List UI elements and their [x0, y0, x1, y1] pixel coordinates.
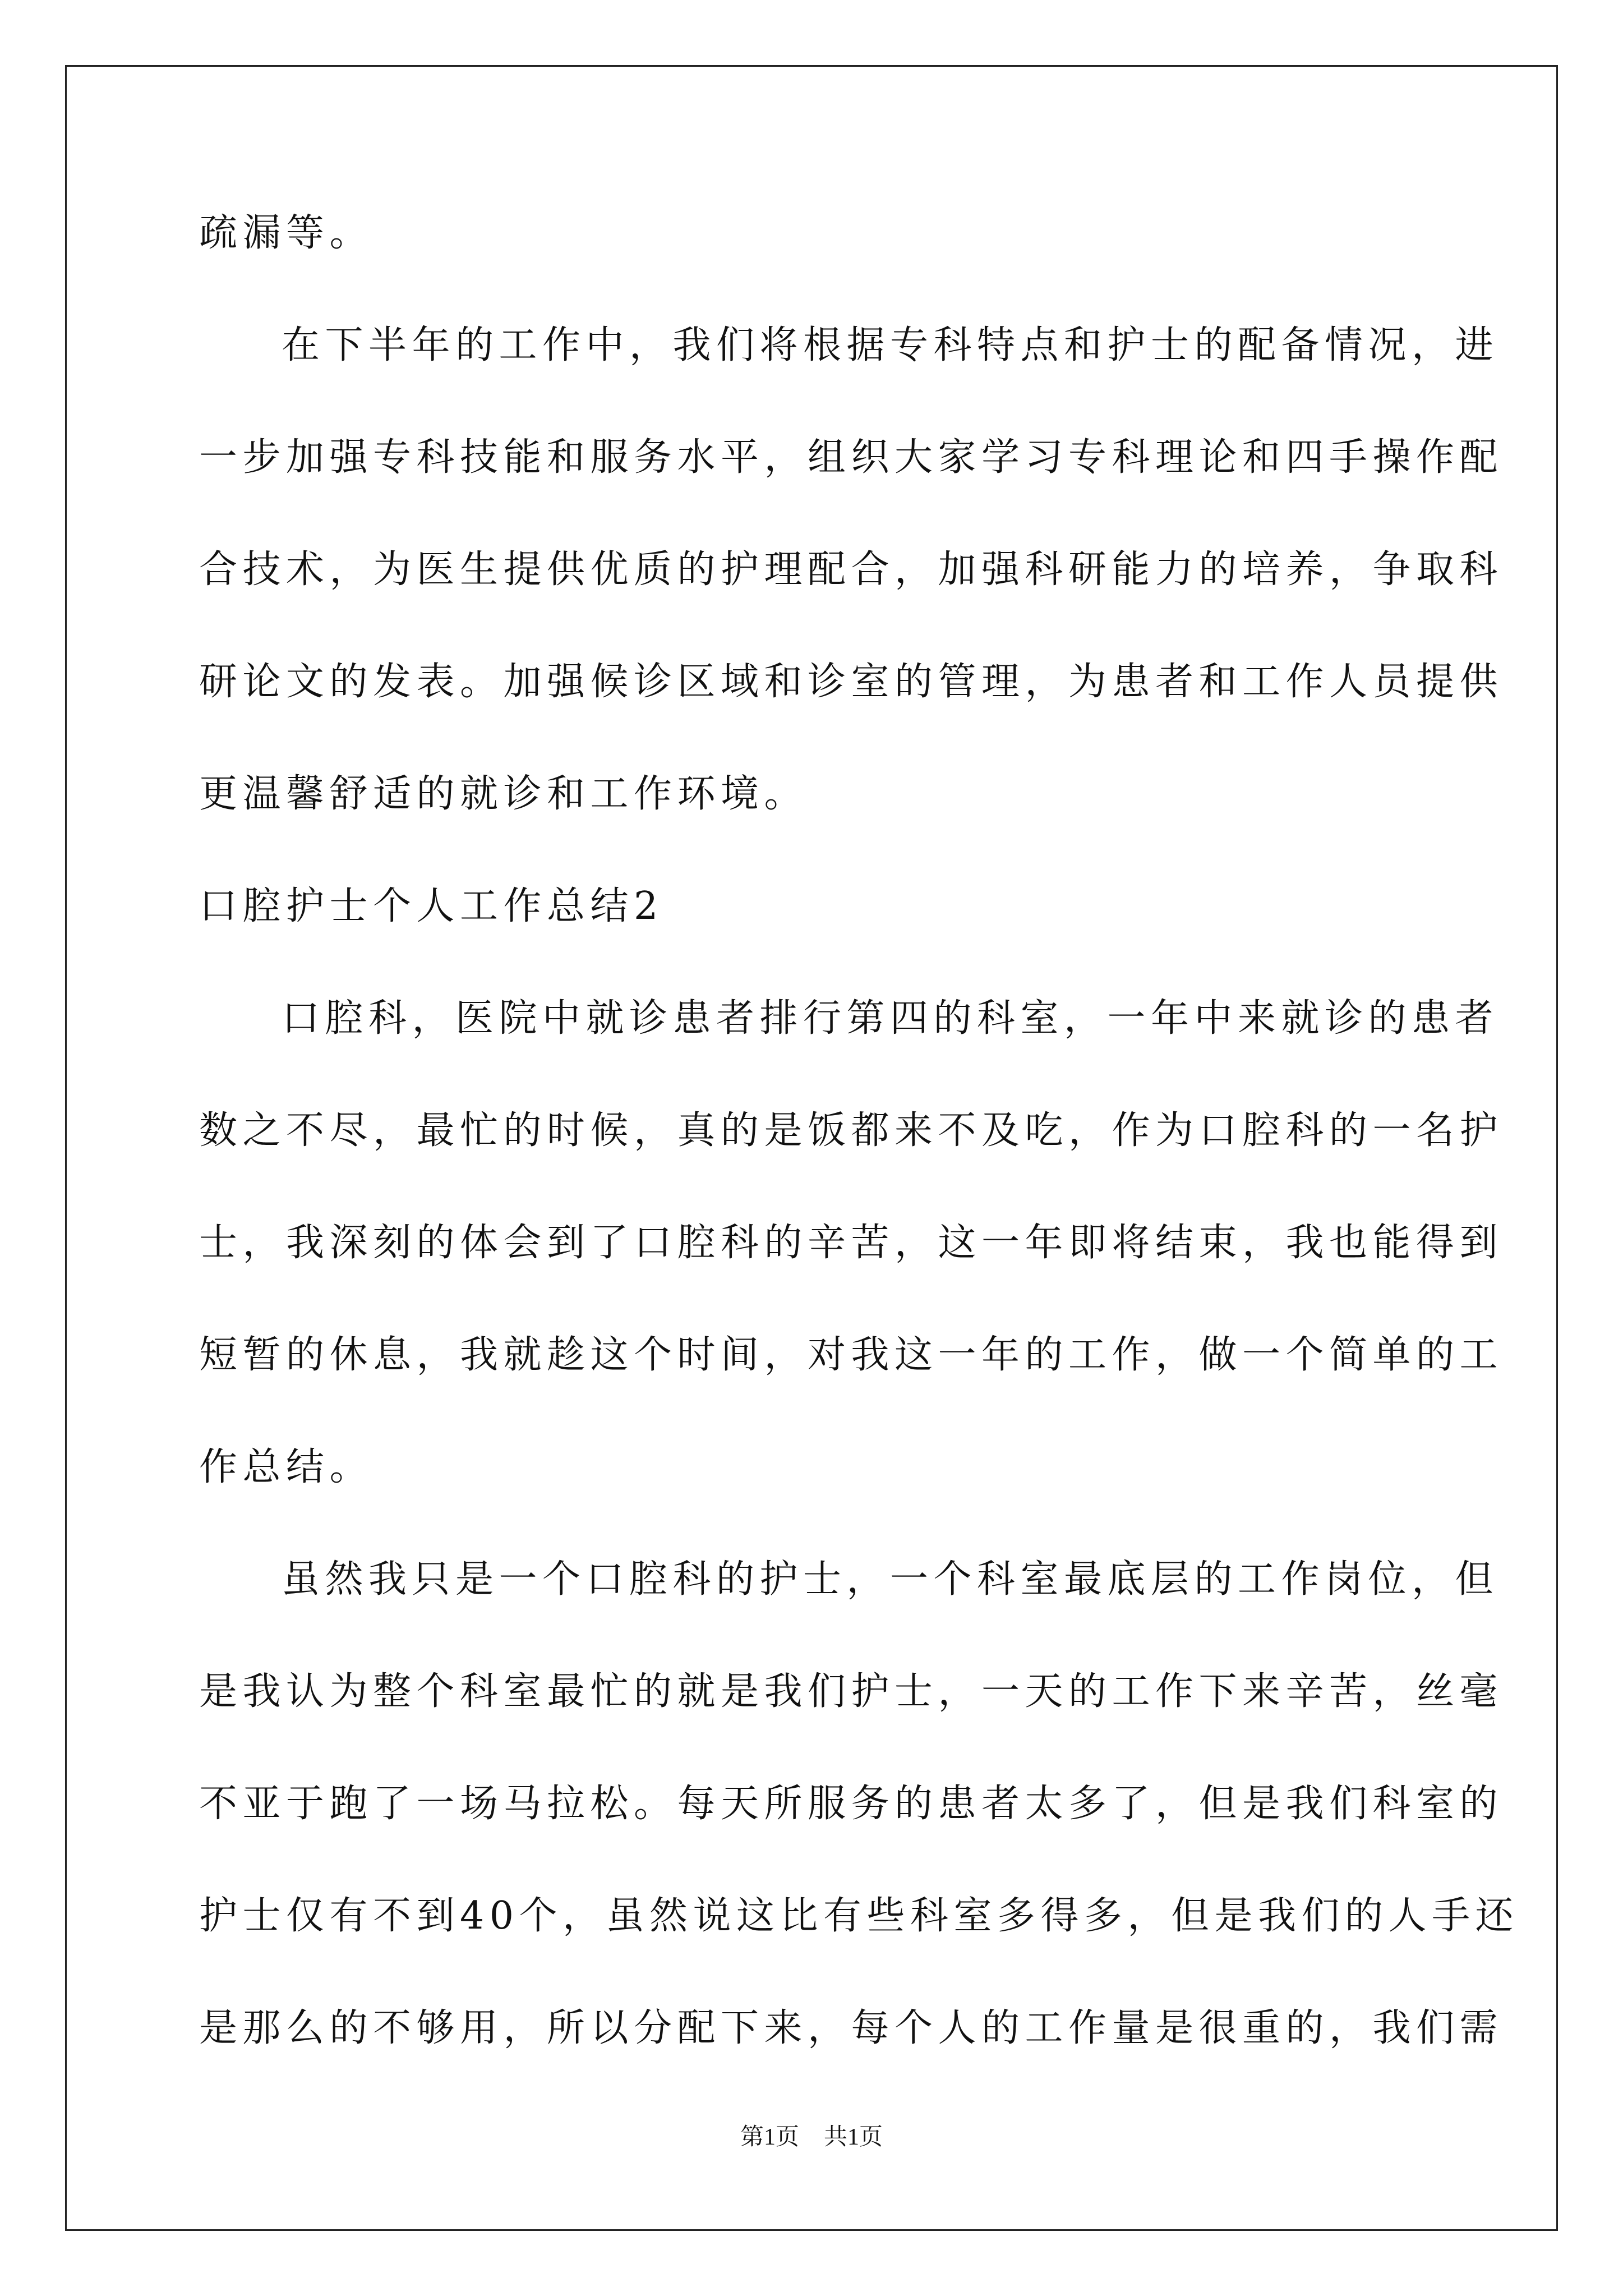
page-footer: [0, 2120, 1623, 2154]
text-line: 是那么的不够用，所以分配下来，每个人的工作量是很重的，我们需: [199, 2006, 1504, 2050]
text-line: 在下半年的工作中，我们将根据专科特点和护士的配备情况，进: [282, 323, 1499, 367]
page-number-total: 共1页: [824, 2124, 883, 2150]
text-line: 短暂的休息，我就趁这个时间，对我这一年的工作，做一个简单的工: [199, 1333, 1504, 1377]
text-line: 一步加强专科技能和服务水平，组织大家学习专科理论和四手操作配: [199, 435, 1504, 480]
text-line: 合技术，为医生提供优质的护理配合，加强科研能力的培养，争取科: [199, 547, 1504, 592]
text-line: 数之不尽，最忙的时候，真的是饭都来不及吃，作为口腔科的一名护: [199, 1108, 1504, 1153]
text-line: 疏漏等。: [199, 211, 374, 255]
page-number-current: 第1页: [740, 2124, 799, 2150]
text-line: 研论文的发表。加强候诊区域和诊室的管理，为患者和工作人员提供: [199, 660, 1504, 704]
text-line: 护士仅有不到40个，虽然说这比有些科室多得多，但是我们的人手还: [199, 1894, 1519, 1938]
text-line: 士，我深刻的体会到了口腔科的辛苦，这一年即将结束，我也能得到: [199, 1221, 1504, 1265]
text-line: 更温馨舒适的就诊和工作环境。: [199, 772, 808, 816]
text-line: 虽然我只是一个口腔科的护士，一个科室最底层的工作岗位，但: [282, 1557, 1499, 1602]
text-line: 不亚于跑了一场马拉松。每天所服务的患者太多了，但是我们科室的: [199, 1782, 1504, 1826]
text-line: 作总结。: [199, 1445, 374, 1489]
section-heading: 口腔护士个人工作总结2: [199, 884, 663, 928]
text-line: 口腔科，医院中就诊患者排行第四的科室，一年中来就诊的患者: [282, 996, 1499, 1041]
text-line: 是我认为整个科室最忙的就是我们护士，一天的工作下来辛苦，丝毫: [199, 1669, 1504, 1714]
